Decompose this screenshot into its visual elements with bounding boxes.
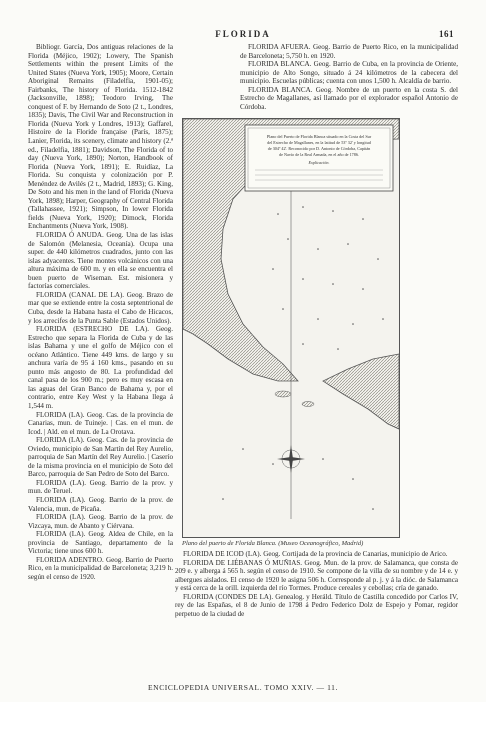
cartouche-line-5: Explicación. xyxy=(308,160,330,165)
entry-florida-icod: FLORIDA DE ICOD (LA). Geog. Cortijada de la provincia de Canarias, municipio de Arico. xyxy=(183,550,448,558)
entry-florida-blanca-cuba: FLORIDA BLANCA. Geog. Barrio de Cuba, en la provincia de Oriente, municipio de Alto Songo, situado á 24 kilómetros de la cabecera del municipio. Escuelas públicas; cuenta con unos 1,500 h. Alcaldía de barrio. xyxy=(240,60,458,86)
entry-florida-adentro: FLORIDA ADENTRO. Geog. Barrio de Puerto Rico, en la municipalidad de Barceloneta; 3,219 h. según el censo de 1920. xyxy=(28,555,173,581)
entry-florida-liebanas: FLORIDA DE LIÉBANAS Ó MUÑIAS. Geog. Mun. de la prov. de Salamanca, que consta de 209 e. y alberga á 565 h. según el censo de 1910. Se compone de la villa de su nombre y de 14 e. y albergues aislados. El censo de 1920 le asigna 506 h. Corresponde al p. j. y á la dióc. de Salamanca y está cerca de la orill. izquierda del río Tormes. Produce cereales y cebollas; cría de ganado. xyxy=(175,558,458,593)
right-column-bottom xyxy=(175,550,458,686)
island xyxy=(302,402,314,407)
harbor-map-figure xyxy=(182,118,400,538)
entry-florida-oviedo: FLORIDA (LA). Geog. Cas. de la provincia de Oviedo, municipio de San Martín del Rey Aurelio, parroquia de San Martín del Rey Aurelio. | Caserío de la misma provincia en el municipio de Soto del Barco, parroquia de San Pedro de Soto del Barco. xyxy=(28,436,173,479)
entry-florida-chile: FLORIDA (LA). Geog. Aldea de Chile, en la provincia de Santiago, departamento de la Victoria; tiene unos 600 h. xyxy=(28,530,173,556)
cartouche-line-4: de Navío de la Real Armada, en el año de 1786. xyxy=(279,152,359,157)
harbor-map xyxy=(183,119,399,537)
page-bottom-margin xyxy=(0,702,486,745)
page-header-title: FLORIDA xyxy=(215,29,271,39)
bibliography-entry: Bibliogr. García, Dos antiguas relaciones de la Florida (Méjico, 1902); Lowery, The Spanish Settlements within the present Limits of the United States (Nueva York, 1905); Moore, Certain Aboriginal Remains (Filadelfia, 1901-05); Fairbanks, The history of Florida. 1512-1842 (Jacksonville, 1898); Teodoro Irving, The conquest of F. by Hernando de Soto (2 t., Londres, 1835); Davis, The Civil War and Reconstruction in Florida (Nueva York y Londres, 1913); Gaffarel, Histoire de la Floride française (París, 1875); Lanier, Florida, its scenery, climate and history (2.ª ed., Filadelfia, 1881); Davidson, The Florida of to day (Nueva York, 1890); Norton, Handbook of Florida (Nueva York, 1891); E. Ruidíaz, La Florida. Su conquista y colonización por P. Menéndez de Avilés (2 t., Madrid, 1893); G. King, De Soto and his men in the land of Florida (Nueva York, 1898); Harper, Geography of Central Florida (Tallahassee, 1921); Simpson, In lower Florida fields (Nueva York, 1920); Dimock, Florida Enchantments (Nueva York, 1908). xyxy=(28,43,173,231)
entry-florida-valencia: FLORIDA (LA). Geog. Barrio de la prov. de Valencia, mun. de Picaña. xyxy=(28,495,173,513)
entry-florida-vizcaya: FLORIDA (LA). Geog. Barrio de la prov. de Vizcaya, mun. de Abanto y Ciérvana. xyxy=(28,513,173,530)
entry-florida-anuda: FLORIDA Ó ANUDA. Geog. Una de las islas de Salomón (Melanesia, Oceanía). Ocupa una super. de 440 kilómetros cuadrados, junto con las islas adyacentes. Tiene montes volcánicos con una altura máxima de 600 m. y en ella se encuentra el buen puerto de Wiseman. Est. misionera y factorías comerciales. xyxy=(28,231,173,291)
island xyxy=(275,391,291,397)
cartouche-line-3: de 304º 42'. Reconocido por D. Antonio de Córdoba, Capitán xyxy=(267,146,371,151)
entry-florida-canarias: FLORIDA (LA). Geog. Cas. de la provincia de Canarias, mun. de Tuineje. | Cas. en el mun. de Icod. | Ald. en el mun. de La Orotava. xyxy=(28,410,173,436)
cartouche-line-2: del Estrecho de Magallanes, en la latitud de 53º 32' y longitud xyxy=(267,140,371,145)
entry-estrecho-florida: FLORIDA (ESTRECHO DE LA). Geog. Estrecho que separa la Florida de Cuba y de las islas Bahama y une el golfo de Méjico con el océano Atlántico. Tiene 449 kms. de largo y su anchura varía de 95 á 160 kms., pasando en su punto más angosto de 80. La profundidad del canal pasa de los 900 m.; pero es muy escasa en las aguas del Gran Banco de Bahama y, por el contrario, entre Key West y la Habana llega á 1,544 m. xyxy=(28,325,173,410)
left-column xyxy=(28,43,173,686)
entry-florida-afuera: FLORIDA AFUERA. Geog. Barrio de Puerto Rico, en la municipalidad de Barceloneta; 5,750 h. en 1920. xyxy=(240,43,458,60)
page-footer: ENCICLOPEDIA UNIVERSAL. TOMO XXIV. — 11. xyxy=(148,683,338,692)
map-caption: Plano del puerto de Florida Blanca. (Museo Oceanográfico, Madrid) xyxy=(182,540,364,547)
page-number: 161 xyxy=(439,29,454,39)
entry-florida-teruel: FLORIDA (LA). Geog. Barrio de la prov. y mun. de Teruel. xyxy=(28,478,173,496)
entry-condes-florida: FLORIDA (CONDES DE LA). Genealog. y Heráld. Título de Castilla concedido por Carlos IV, rey de las Españas, el 8 de Junio de 1798 á Pedro Federico Dolz de Espejo y Pomar, regidor perpetuo de la ciudad de xyxy=(175,592,458,618)
entry-florida-blanca-magallanes: FLORIDA BLANCA. Geog. Nombre de un puerto en la costa S. del Estrecho de Magallanes, así llamado por el explorador español Antonio de Córdoba. xyxy=(240,85,458,111)
entry-canal-florida: FLORIDA (CANAL DE LA). Geog. Brazo de mar que se extiende entre la costa septentrional de Cuba, desde la Habana hasta el Cabo de Hicacos, y los arrecifes de la Punta Sable (Estados Unidos). xyxy=(28,290,173,325)
cartouche-line-1: Plano del Puerto de Florida Blanca situado en la Costa del Sur xyxy=(266,134,372,139)
